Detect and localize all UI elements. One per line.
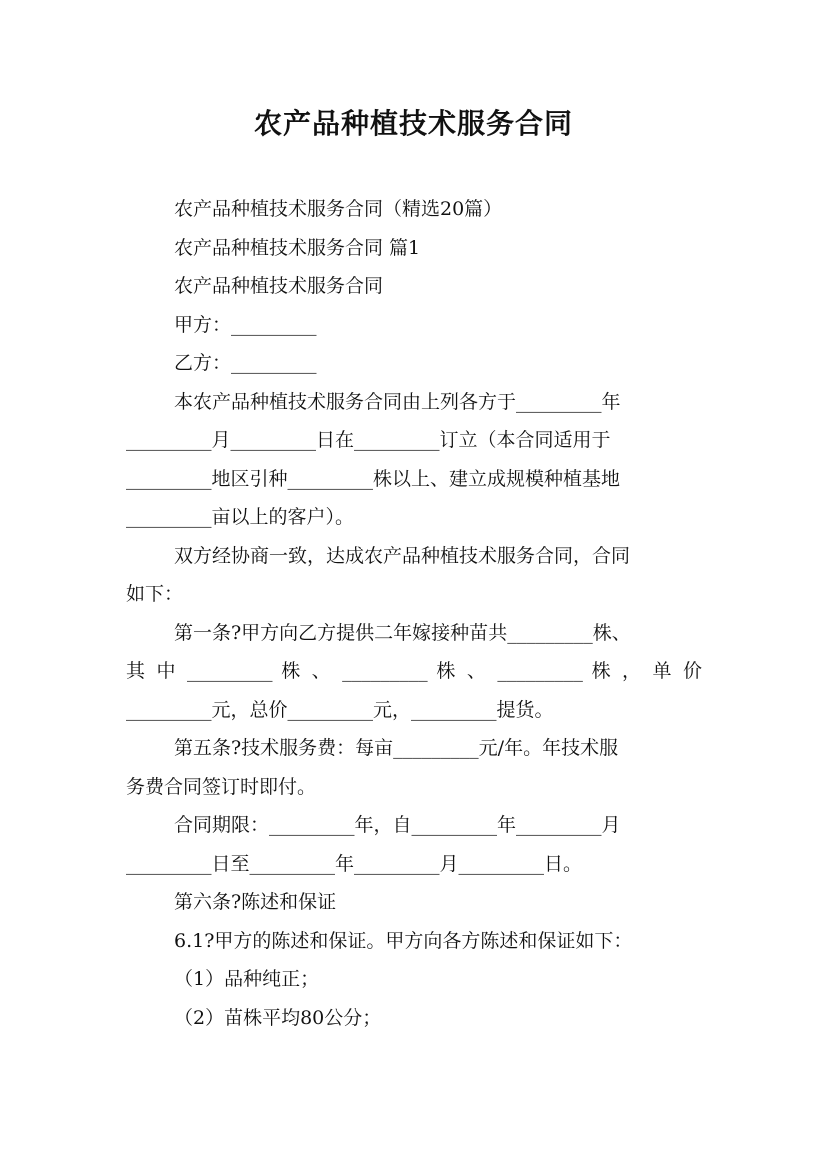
paragraph-list-item: （1）品种纯正； xyxy=(174,968,320,990)
paragraph-party-b: 乙方：_________ xyxy=(174,352,317,374)
paragraph-subtitle: 农产品种植技术服务合同（精选20篇） xyxy=(174,198,503,220)
paragraph-article-6-heading: 第六条?陈述和保证 xyxy=(174,891,337,913)
paragraph-article-1-line: 其 中 _________ 株 、 _________ 株 、 _________ 株 ， 单 价 xyxy=(126,660,702,682)
paragraph-article-5-line: 第五条?技术服务费：每亩_________元/年。年技术服 xyxy=(174,737,619,759)
paragraph-article-1-line: _________元，总价_________元，_________提货。 xyxy=(126,698,554,721)
paragraph-intro-line: _________亩以上的客户）。 xyxy=(126,506,355,528)
paragraph-intro-line: _________地区引种_________株以上、建立成规模种植基地 xyxy=(126,467,621,490)
paragraph-section-heading: 农产品种植技术服务合同 篇1 xyxy=(174,236,421,259)
paragraph-list-item: （2）苗株平均80公分； xyxy=(174,1006,382,1029)
paragraph-agreement-line: 双方经协商一致，达成农产品种植技术服务合同，合同 xyxy=(174,544,631,567)
paragraph-contract-name: 农产品种植技术服务合同 xyxy=(174,275,384,297)
paragraph-article-5-line: 务费合同签订时即付。 xyxy=(126,775,317,798)
paragraph-intro-line: 本农产品种植技术服务合同由上列各方于_________年 xyxy=(174,390,621,413)
paragraph-article-6-1: 6.1?甲方的陈述和保证。甲方向各方陈述和保证如下： xyxy=(174,929,633,952)
paragraph-agreement-line: 如下： xyxy=(126,583,184,605)
paragraph-term-line: _________日至_________年_________月_________日。 xyxy=(126,852,583,875)
paragraph-term-line: 合同期限：_________年，自_________年_________月 xyxy=(174,814,621,836)
paragraph-intro-line: _________月_________日在_________订立（本合同适用于 xyxy=(126,429,611,451)
document-title: 农产品种植技术服务合同 xyxy=(253,107,573,140)
document-body xyxy=(126,190,702,1037)
paragraph-party-a: 甲方：_________ xyxy=(174,313,317,336)
paragraph-article-1-line: 第一条?甲方向乙方提供二年嫁接种苗共_________株、 xyxy=(174,621,631,644)
